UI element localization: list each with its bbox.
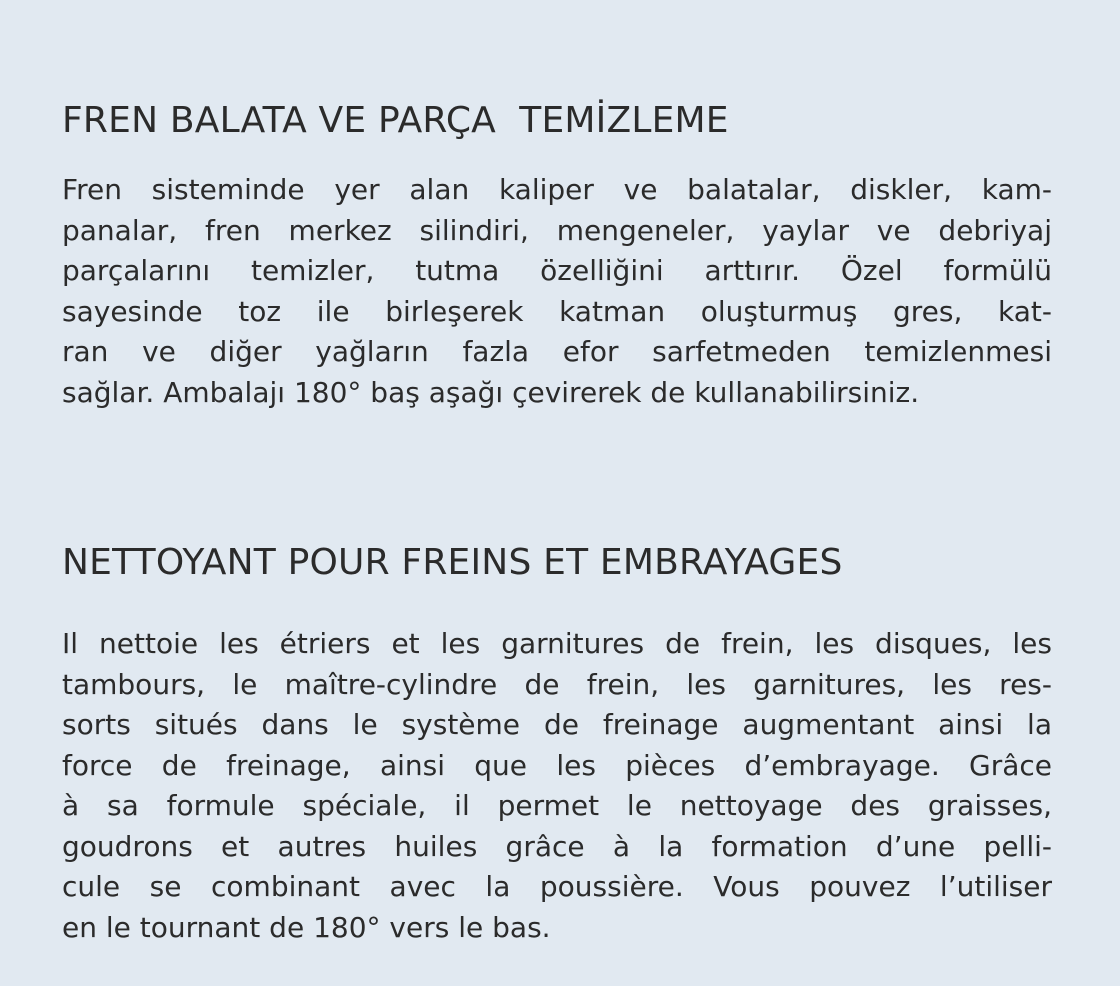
paragraph-line: tambours, le maître-cylindre de frein, les garnitures, les res-: [62, 667, 1052, 701]
paragraph-line: sayesinde toz ile birleşerek katman oluşturmuş gres, kat-: [62, 294, 1052, 328]
paragraph-line: à sa formule spéciale, il permet le nettoyage des graisses,: [62, 789, 1052, 822]
paragraph-line: parçalarını temizler, tutma özelliğini arttırır. Özel formülü: [62, 254, 1052, 287]
paragraph-line: force de freinage, ainsi que les pièces d’embrayage. Grâce: [62, 748, 1052, 782]
french-paragraph: [62, 624, 1052, 948]
french-heading: NETTOYANT POUR FREINS ET EMBRAYAGES: [62, 542, 843, 583]
paragraph-line: sorts situés dans le système de freinage augmentant ainsi la: [62, 708, 1052, 741]
paragraph-line: panalar, fren merkez silindiri, mengeneler, yaylar ve debriyaj: [62, 213, 1052, 247]
paragraph-line: Fren sisteminde yer alan kaliper ve balatalar, diskler, kam-: [62, 173, 1052, 206]
turkish-paragraph: [62, 170, 1052, 413]
paragraph-line: sağlar. Ambalajı 180° baş aşağı çevirerek de kullanabilirsiniz.: [62, 375, 920, 409]
turkish-heading: FREN BALATA VE PARÇA TEMİZLEME: [62, 100, 729, 141]
paragraph-line: ran ve diğer yağların fazla efor sarfetmeden temizlenmesi: [62, 335, 1052, 368]
turkish-section: [62, 98, 1052, 413]
french-section: [62, 540, 1052, 948]
paragraph-line: cule se combinant avec la poussière. Vous pouvez l’utiliser: [62, 870, 1052, 903]
paragraph-line: en le tournant de 180° vers le bas.: [62, 910, 551, 944]
paragraph-line: Il nettoie les étriers et les garnitures de frein, les disques, les: [62, 627, 1052, 660]
paragraph-line: goudrons et autres huiles grâce à la formation d’une pelli-: [62, 829, 1052, 863]
